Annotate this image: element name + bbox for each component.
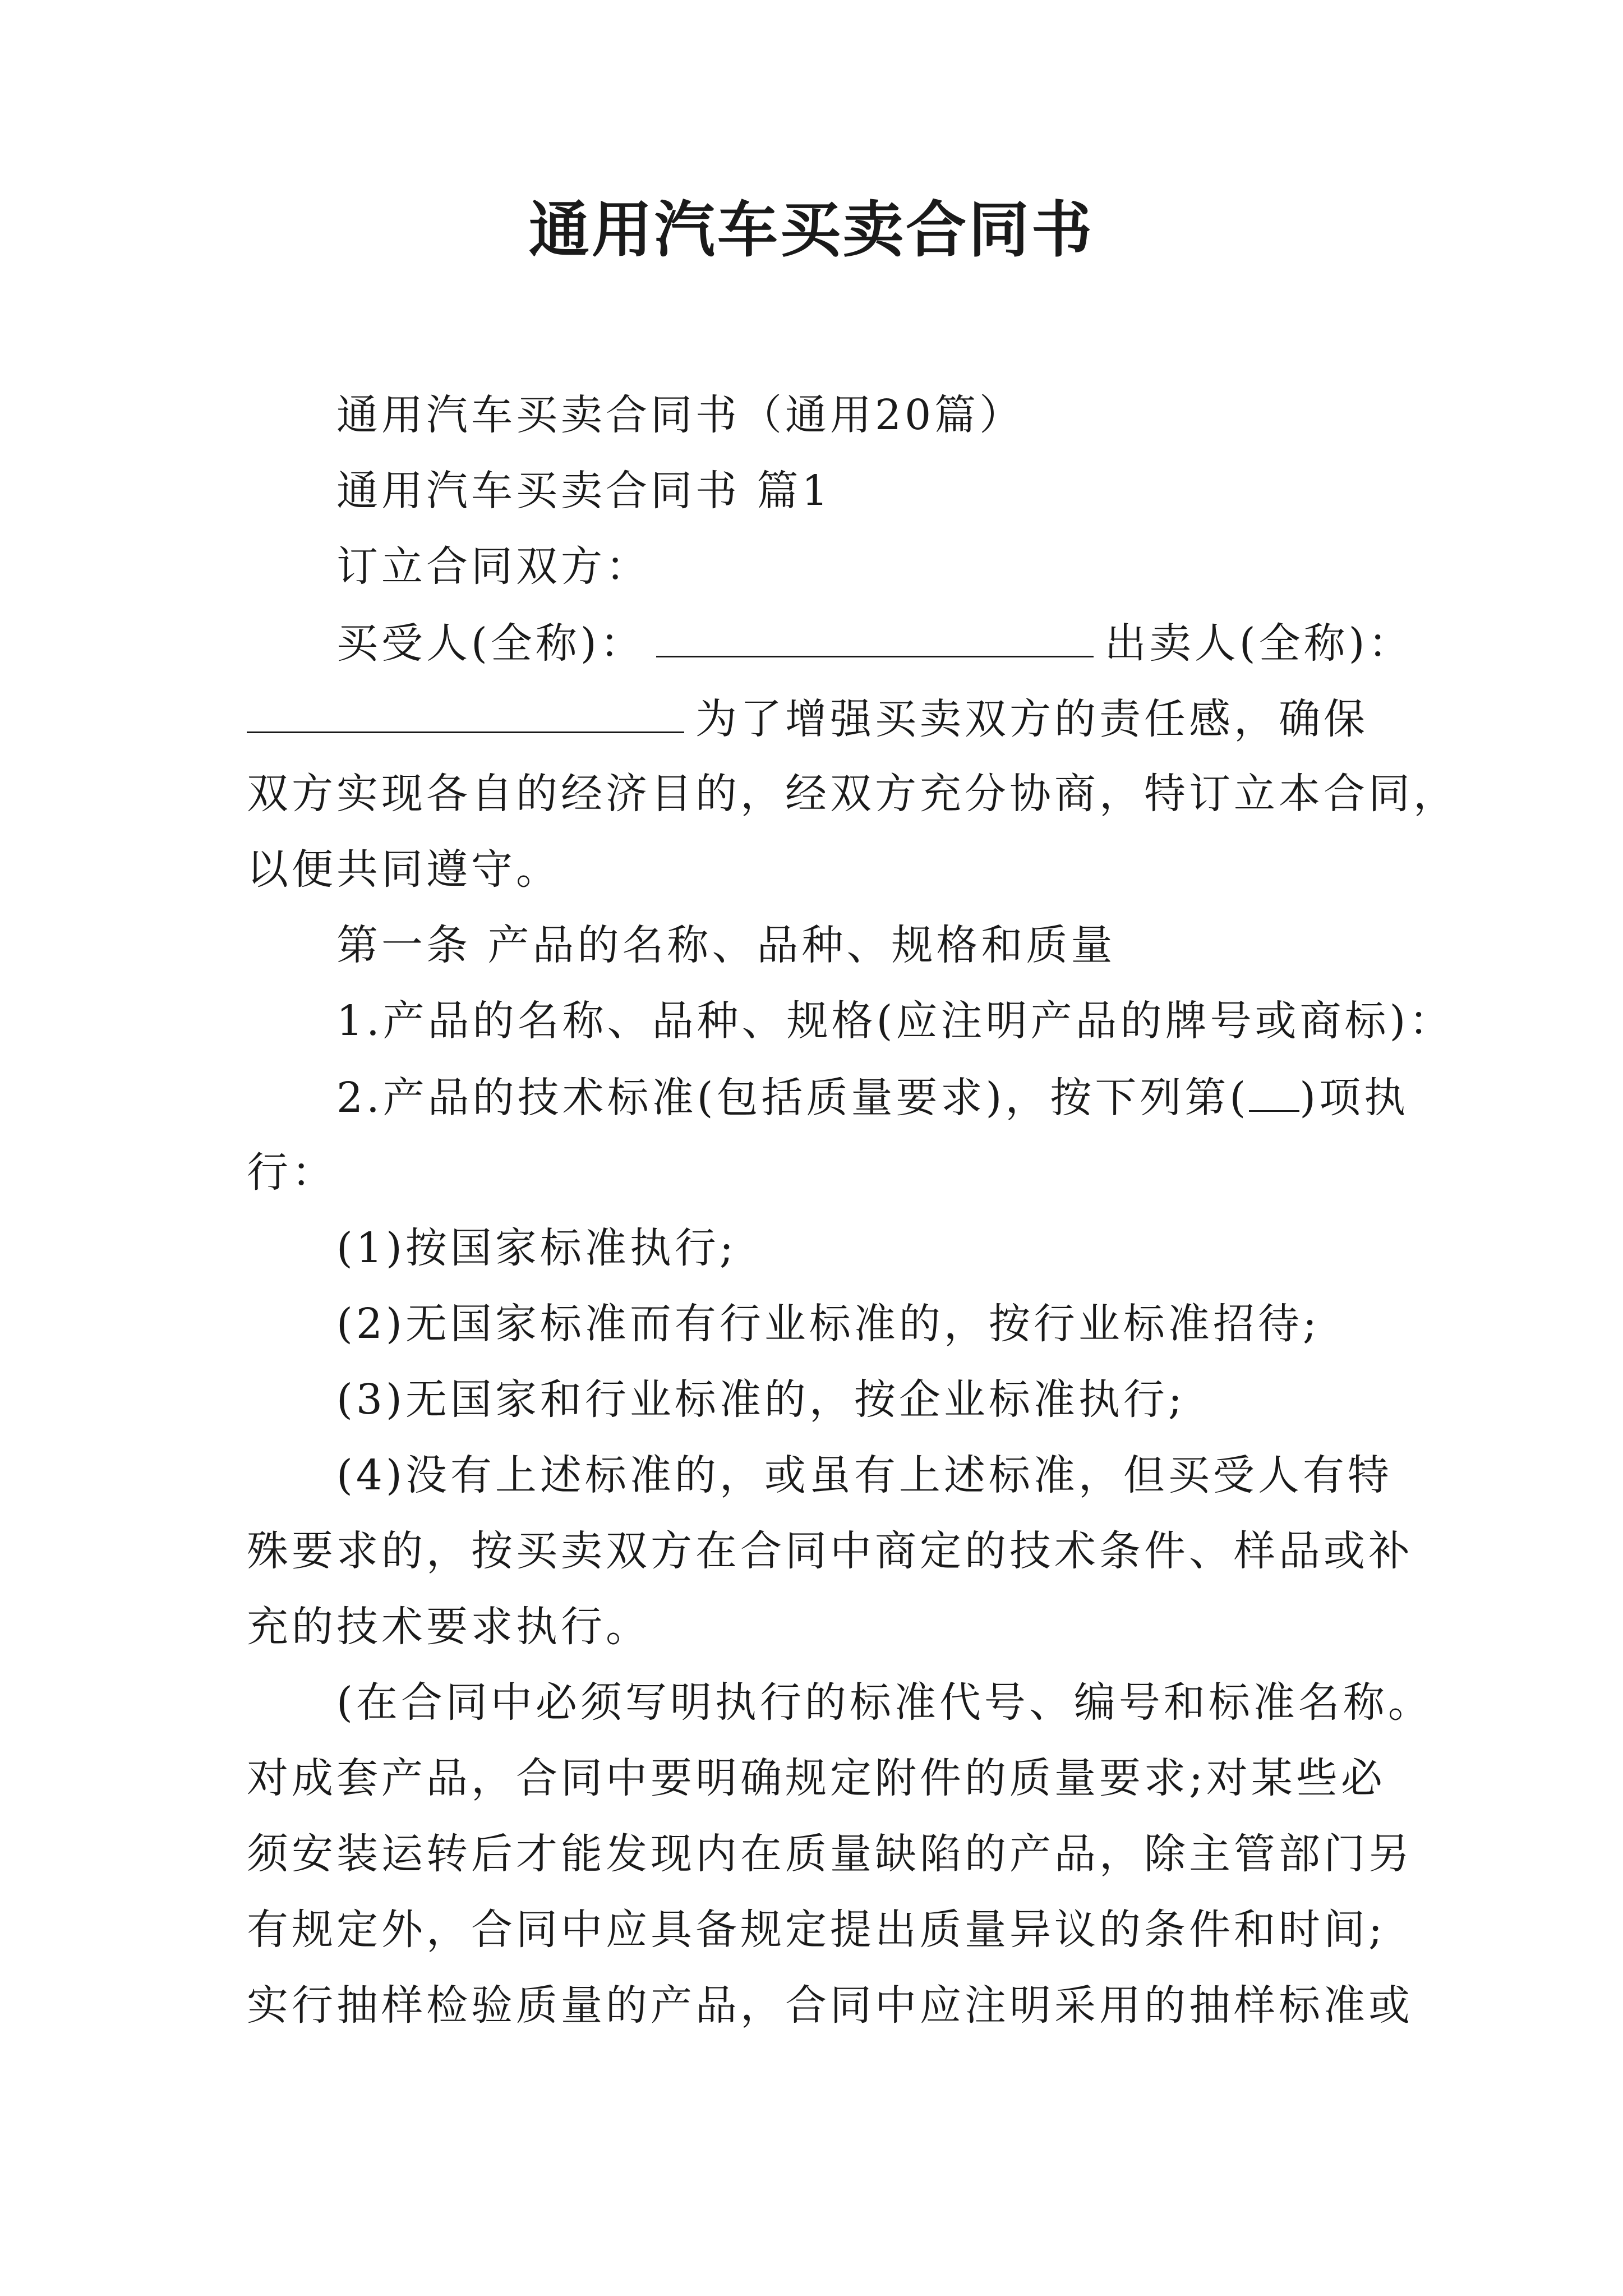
paragraph-line: 双方实现各自的经济目的，经双方充分协商，特订立本合同， [247,770,1458,818]
paragraph-line [336,1069,1481,1126]
paragraph-line: 充的技术要求执行。 [247,1603,651,1651]
subtitle-line: 通用汽车买卖合同书（通用20篇） [336,391,1025,439]
paragraph-line: 以便共同遵守。 [247,845,561,894]
item-number-blank [1249,1069,1299,1112]
purpose-text: 为了增强买卖双方的责任感，确保 [695,695,1368,743]
paragraph-line: 须安装运转后才能发现内在质量缺陷的产品，除主管部门另 [247,1830,1413,1878]
buyer-name-blank [656,614,1094,657]
seller-label: 出卖人(全称)： [1104,619,1413,668]
paragraph-line [247,690,1391,747]
paragraph-line: 行： [247,1148,336,1197]
paragraph-line: 有规定外，合同中应具备规定提出质量异议的条件和时间; [247,1906,1386,1954]
section-heading: 通用汽车买卖合同书 篇1 [336,467,832,515]
document-title: 通用汽车买卖合同书 [528,195,1094,265]
list-item: (4)没有上述标准的，或虽有上述标准，但买受人有特 [336,1451,1393,1499]
list-item: (2)无国家标准而有行业标准的，按行业标准招待; [336,1300,1320,1348]
list-item: (3)无国家和行业标准的，按企业标准执行; [336,1375,1186,1424]
list-item: (1)按国家标准执行; [336,1224,737,1272]
buyer-seller-line [336,614,1481,671]
paragraph-line: 实行抽样检验质量的产品，合同中应注明采用的抽样标准或 [247,1981,1413,2030]
paragraph-line: (在合同中必须写明执行的标准代号、编号和标准名称。 [336,1678,1433,1727]
seller-name-blank [247,690,684,733]
standard-text-start: 2.产品的技术标准(包括质量要求)，按下列第( [336,1074,1249,1122]
buyer-label: 买受人(全称)： [336,619,645,668]
paragraph-line: 殊要求的，按买卖双方在合同中商定的技术条件、样品或补 [247,1527,1413,1575]
standard-text-end: )项执 [1299,1074,1409,1122]
paragraph-line: 对成套产品，合同中要明确规定附件的质量要求;对某些必 [247,1754,1386,1802]
paragraph-line: 1.产品的名称、品种、规格(应注明产品的牌号或商标)： [336,997,1454,1045]
article-heading: 第一条 产品的名称、品种、规格和质量 [336,921,1116,969]
parties-label: 订立合同双方： [336,542,651,591]
